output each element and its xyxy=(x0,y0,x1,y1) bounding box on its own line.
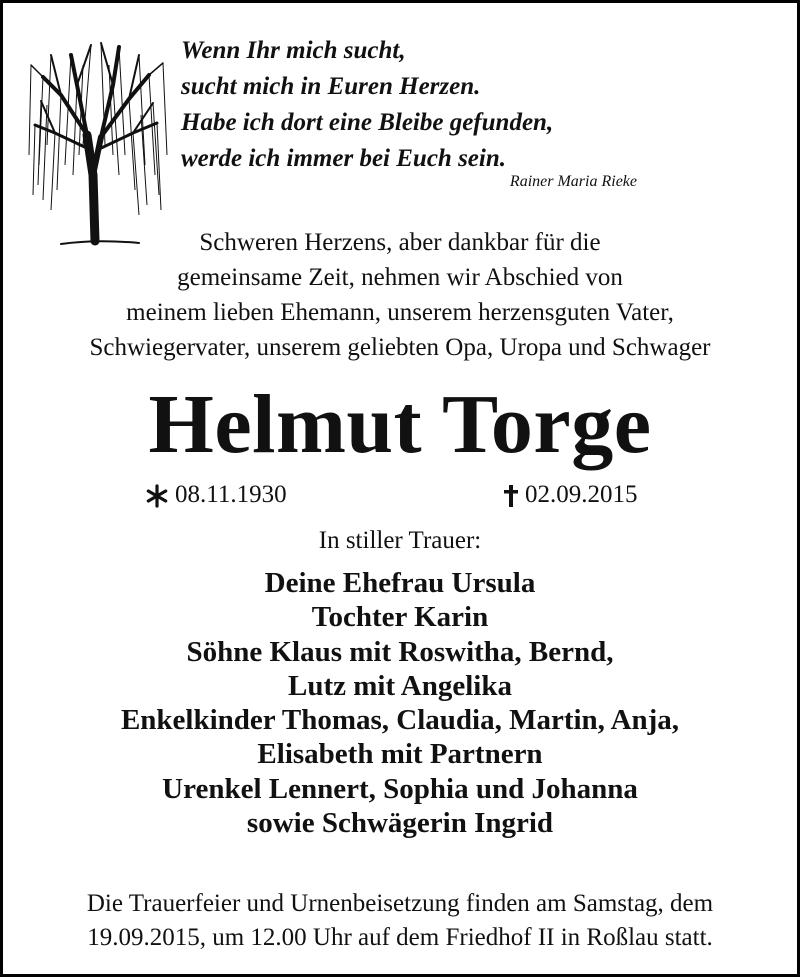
mourner-line: Enkelkinder Thomas, Claudia, Martin, Anja, xyxy=(120,704,680,737)
deceased-name: Helmut Torge xyxy=(148,378,652,471)
poem-line: Habe ich dort eine Bleibe gefunden, xyxy=(181,109,554,136)
mourning-heading: In stiller Trauer: xyxy=(318,527,482,554)
mourner-line: Tochter Karin xyxy=(311,601,489,634)
intro-line: Schwiegervater, unserem geliebten Opa, Uropa und Schwager xyxy=(89,334,711,361)
mourner-line: Urenkel Lennert, Sophia und Johanna xyxy=(162,772,638,805)
mourner-line: Lutz mit Angelika xyxy=(288,669,512,702)
intro-line: meinem lieben Ehemann, unserem herzensguten Vater, xyxy=(126,299,674,326)
poem-quote xyxy=(181,33,553,177)
mourner-line: Deine Ehefrau Ursula xyxy=(264,567,536,599)
poem-line: Wenn Ihr mich sucht, xyxy=(181,37,406,64)
poem-line: sucht mich in Euren Herzen. xyxy=(181,73,481,100)
funeral-line: 19.09.2015, um 12.00 Uhr auf dem Friedhof II in Roßlau statt. xyxy=(87,924,713,951)
asterisk-star-icon xyxy=(145,484,169,508)
latin-cross-icon xyxy=(503,484,519,508)
mourner-line: Elisabeth mit Partnern xyxy=(257,738,543,771)
mourner-line: sowie Schwägerin Ingrid xyxy=(246,807,554,840)
poem-author: Rainer Maria Rieke xyxy=(509,173,637,190)
poem-line: werde ich immer bei Euch sein. xyxy=(181,145,506,172)
bare-tree-icon xyxy=(21,25,171,250)
funeral-line: Die Trauerfeier und Urnenbeisetzung finden am Samstag, dem xyxy=(86,890,714,917)
funeral-info xyxy=(3,887,797,955)
mourners-list xyxy=(3,566,797,840)
intro-text xyxy=(3,225,797,365)
mourner-line: Söhne Klaus mit Roswitha, Bernd, xyxy=(186,635,614,668)
death-date: 02.09.2015 xyxy=(525,481,638,508)
birth-date-row xyxy=(145,480,287,510)
intro-line: gemeinsame Zeit, nehmen wir Abschied von xyxy=(177,264,623,291)
death-date-row xyxy=(503,480,638,510)
birth-date: 08.11.1930 xyxy=(175,481,287,508)
intro-line: Schweren Herzens, aber dankbar für die xyxy=(199,229,601,256)
